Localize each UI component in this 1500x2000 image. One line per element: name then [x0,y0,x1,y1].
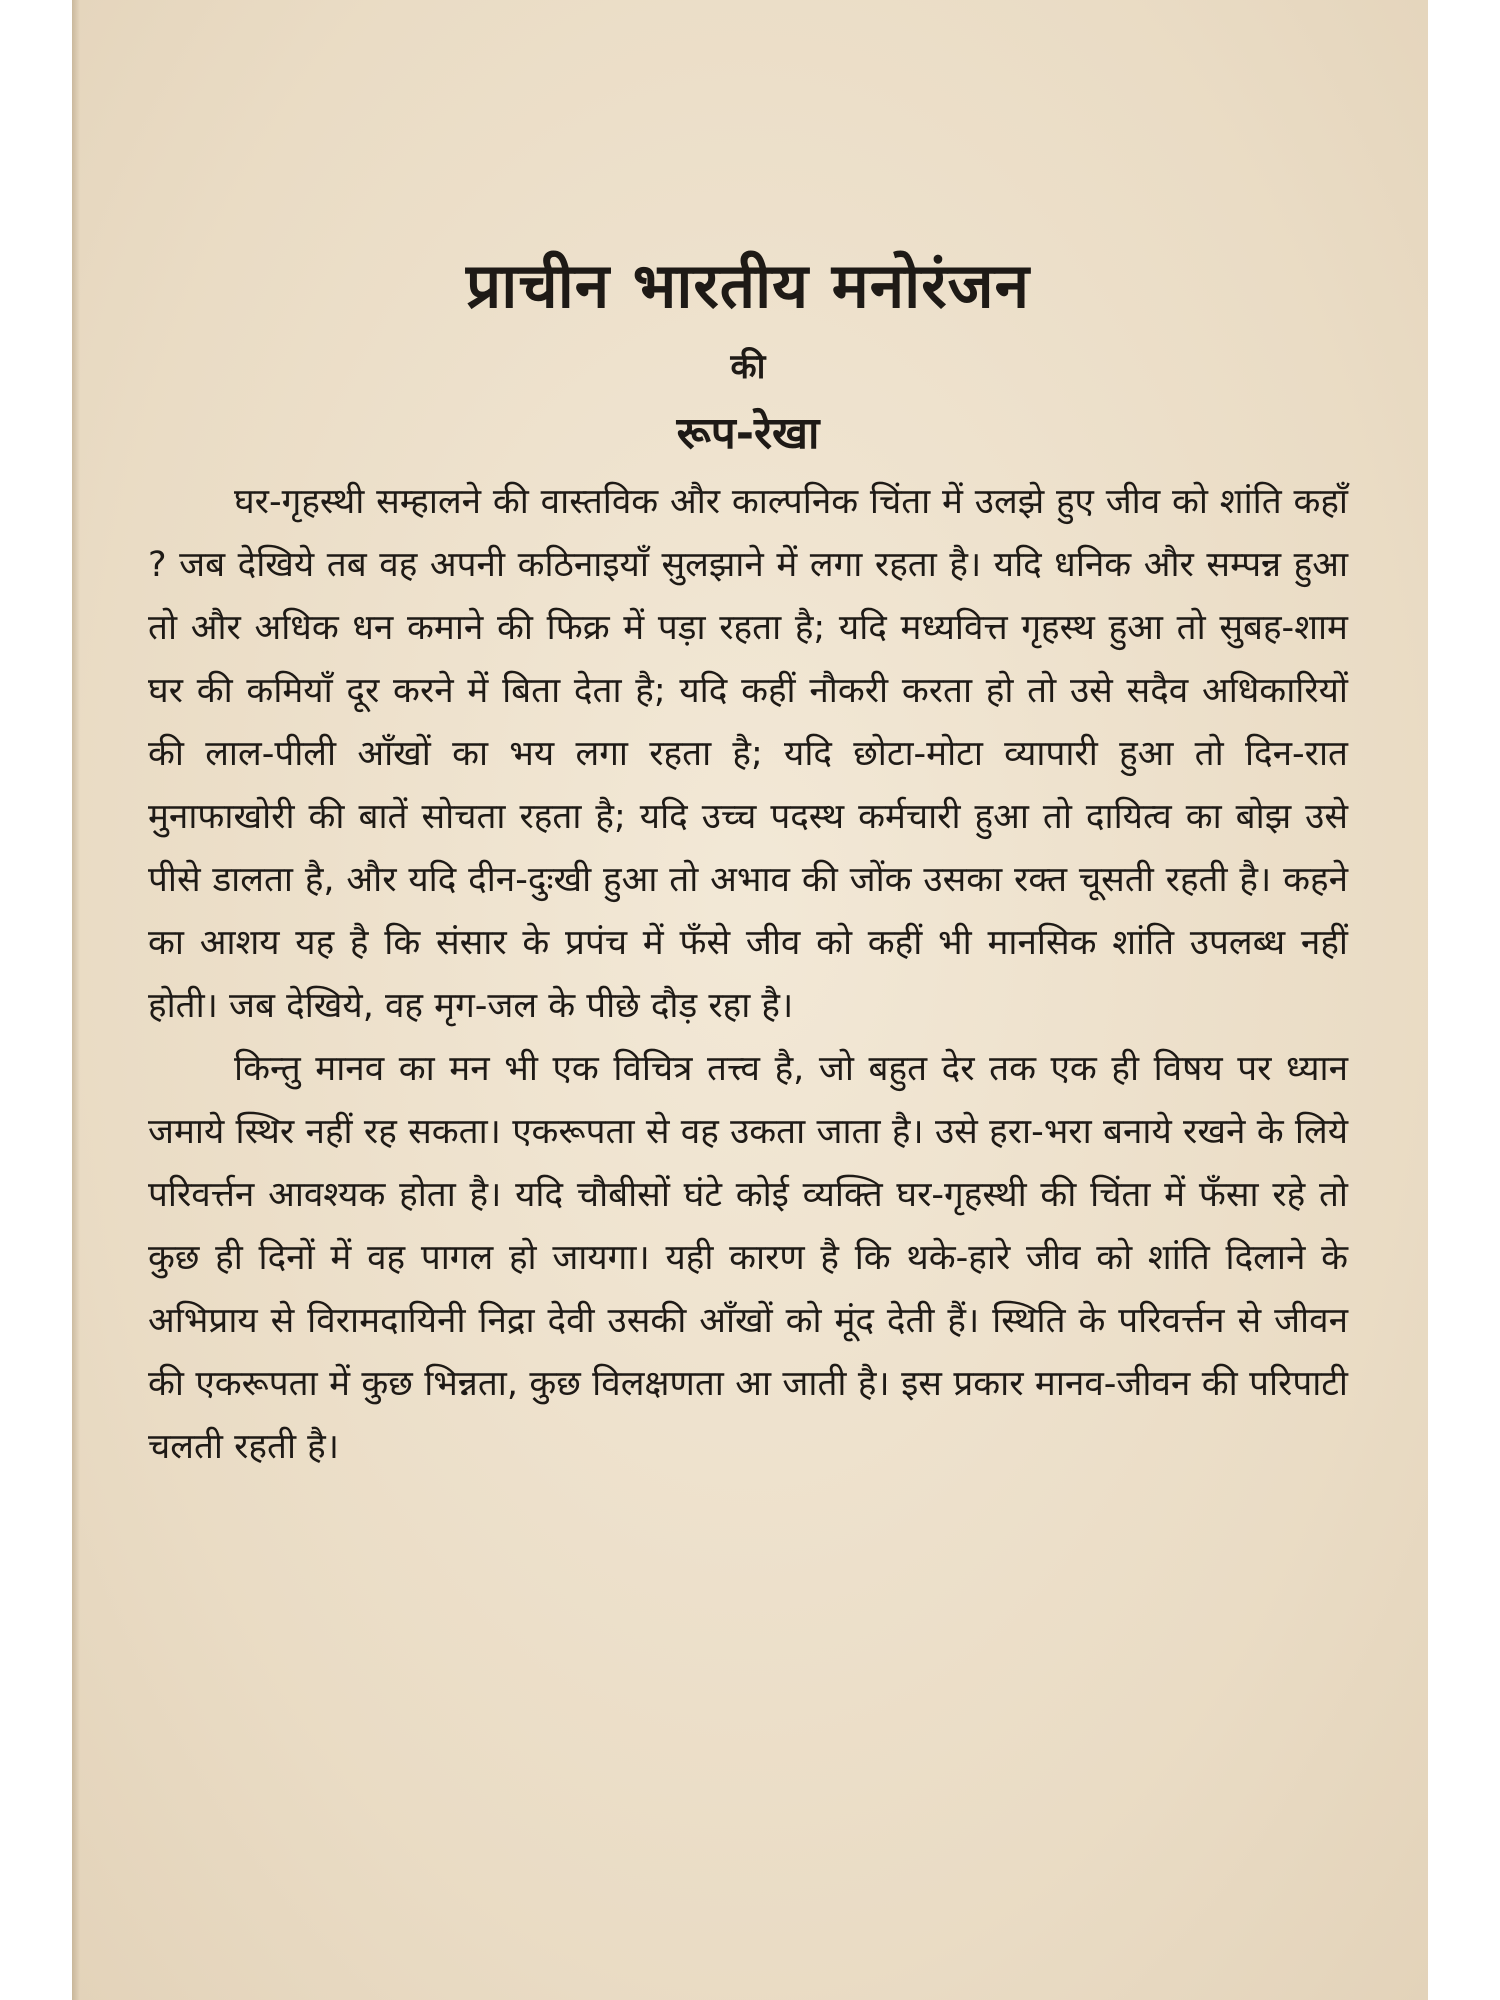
page-content [148,250,1348,1479]
scanned-page [72,0,1428,2000]
page-edge-shadow [72,0,80,2000]
title-connector: की [730,347,766,388]
paragraph-1: घर-गृहस्थी सम्हालने की वास्तविक और काल्पनिक चिंता में उलझे हुए जीव को शांति कहाँ ? जब देखिये तब वह अपनी कठिनाइयाँ सुलझाने में लगा रहता है। यदि धनिक और सम्पन्न हुआ तो और अधिक धन कमाने की फिक्र में पड़ा रहता है; यदि मध्यवित्त गृहस्थ हुआ तो सुबह-शाम घर की कमियाँ दूर करने में बिता देता है; यदि कहीं नौकरी करता हो तो उसे सदैव अधिकारियों की लाल-पीली आँखों का भय लगा रहता है; यदि छोटा-मोटा व्यापारी हुआ तो दिन-रात मुनाफाखोरी की बातें सोचता रहता है; यदि उच्च पदस्थ कर्मचारी हुआ तो दायित्व का बोझ उसे पीसे डालता है, और यदि दीन-दुःखी हुआ तो अभाव की जोंक उसका रक्त चूसती रहती है। कहने का आशय यह है कि संसार के प्रपंच में फँसे जीव को कहीं भी मानसिक शांति उपलब्ध नहीं होती। जब देखिये, वह मृग-जल के पीछे दौड़ रहा है। [148,481,1348,1026]
paragraph-2: किन्तु मानव का मन भी एक विचित्र तत्त्व है, जो बहुत देर तक एक ही विषय पर ध्यान जमाये स्थिर नहीं रह सकता। एकरूपता से वह उकता जाता है। उसे हरा-भरा बनाये रखने के लिये परिवर्त्तन आवश्यक होता है। यदि चौबीसों घंटे कोई व्यक्ति घर-गृहस्थी की चिंता में फँसा रहे तो कुछ ही दिनों में वह पागल हो जायगा। यही कारण है कि थके-हारे जीव को शांति दिलाने के अभिप्राय से विरामदायिनी निद्रा देवी उसकी आँखों को मूंद देती हैं। स्थिति के परिवर्त्तन से जीवन की एकरूपता में कुछ भिन्नता, कुछ विलक्षणता आ जाती है। इस प्रकार मानव-जीवन की परिपाटी चलती रहती है। [148,1048,1348,1467]
page-title: प्राचीन भारतीय मनोरंजन [465,249,1031,322]
page-subtitle: रूप-रेखा [676,408,820,460]
